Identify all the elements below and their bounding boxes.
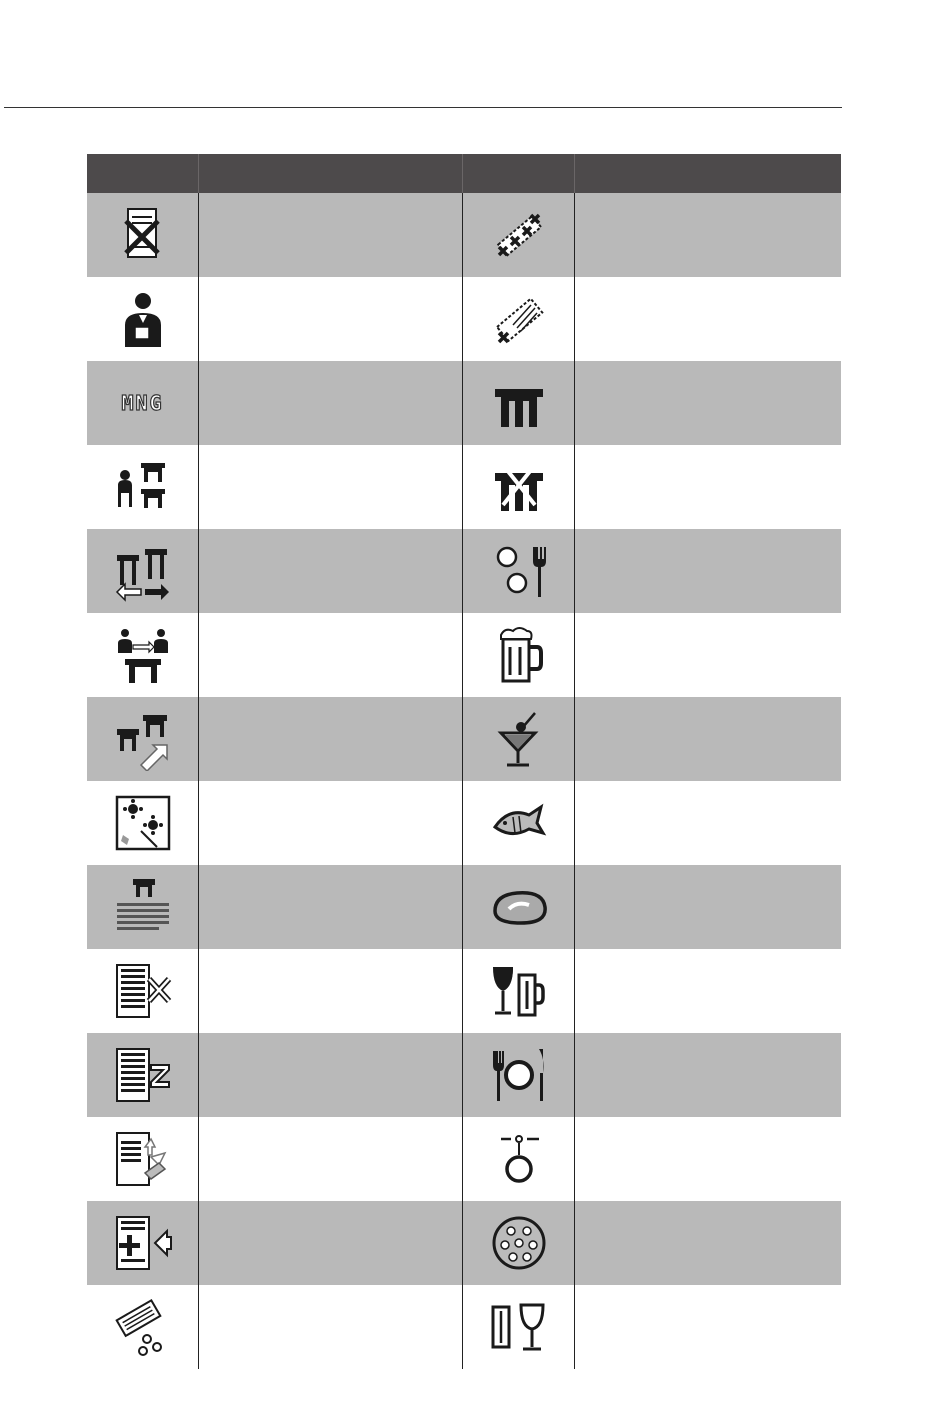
pizza-icon	[487, 1211, 551, 1275]
right-icon-cell	[463, 193, 575, 277]
left-icon-cell	[87, 781, 199, 865]
left-description	[199, 193, 463, 277]
add-to-receipt-icon	[111, 1211, 175, 1275]
table-row	[87, 697, 841, 781]
cancel-ticket-item-icon	[487, 287, 551, 351]
left-icon-cell	[87, 193, 199, 277]
table-row	[87, 1033, 841, 1117]
right-description	[575, 193, 841, 277]
right-description	[575, 1117, 841, 1201]
icon-table	[87, 154, 841, 1369]
right-icon-cell	[463, 949, 575, 1033]
left-description	[199, 1117, 463, 1201]
waiter-icon	[111, 287, 175, 351]
swap-tables-icon	[111, 539, 175, 603]
left-description	[199, 1285, 463, 1369]
right-icon-cell	[463, 697, 575, 781]
right-description	[575, 361, 841, 445]
table-row	[87, 949, 841, 1033]
table-row	[87, 529, 841, 613]
right-icon-cell	[463, 1117, 575, 1201]
transfer-waiter-table-icon	[111, 623, 175, 687]
right-icon-cell	[463, 277, 575, 361]
table-row	[87, 613, 841, 697]
cocktail-icon	[487, 707, 551, 771]
left-icon-cell	[87, 445, 199, 529]
left-description	[199, 529, 463, 613]
right-description	[575, 949, 841, 1033]
waiter-tables-icon	[111, 455, 175, 519]
left-description	[199, 361, 463, 445]
table-row	[87, 193, 841, 277]
table-row	[87, 1117, 841, 1201]
left-icon-cell	[87, 865, 199, 949]
left-description	[199, 1201, 463, 1285]
plate-cutlery-icon	[487, 1043, 551, 1107]
right-icon-cell	[463, 1201, 575, 1285]
table-header	[87, 154, 841, 193]
right-description	[575, 697, 841, 781]
manager-icon: MNG	[121, 391, 164, 415]
table-row	[87, 865, 841, 949]
left-description	[199, 949, 463, 1033]
left-icon-cell	[87, 613, 199, 697]
right-description	[575, 1285, 841, 1369]
table-row	[87, 1201, 841, 1285]
left-icon-cell	[87, 697, 199, 781]
cancel-all-tickets-icon	[487, 203, 551, 267]
right-description	[575, 865, 841, 949]
beer-mug-icon	[487, 623, 551, 687]
floor-plan-icon	[111, 791, 175, 855]
cancel-table-icon	[487, 455, 551, 519]
left-icon-cell	[87, 1117, 199, 1201]
table-row	[87, 781, 841, 865]
right-icon-cell	[463, 1285, 575, 1369]
right-description	[575, 445, 841, 529]
right-description	[575, 529, 841, 613]
left-icon-cell	[87, 361, 199, 445]
table-row	[87, 445, 841, 529]
left-description	[199, 865, 463, 949]
cancel-report-icon	[111, 959, 175, 1023]
header-col-3	[463, 154, 575, 193]
right-icon-cell	[463, 1033, 575, 1117]
right-icon-cell	[463, 361, 575, 445]
table-icon	[487, 371, 551, 435]
table-report-icon	[111, 875, 175, 939]
right-icon-cell	[463, 445, 575, 529]
right-description	[575, 277, 841, 361]
left-description	[199, 277, 463, 361]
move-table-icon	[111, 707, 175, 771]
left-icon-cell	[87, 1033, 199, 1117]
tickets-split-icon	[111, 1295, 175, 1359]
right-icon-cell	[463, 529, 575, 613]
left-icon-cell	[87, 1201, 199, 1285]
header-col-2	[199, 154, 463, 193]
z-report-icon	[111, 1043, 175, 1107]
left-description	[199, 697, 463, 781]
top-rule	[4, 107, 842, 108]
report-edit-icon	[111, 1127, 175, 1191]
cancel-receipt-icon	[111, 203, 175, 267]
left-description	[199, 781, 463, 865]
header-col-1	[87, 154, 199, 193]
header-col-4	[575, 154, 841, 193]
right-icon-cell	[463, 613, 575, 697]
table-row	[87, 277, 841, 361]
drinks-glasses-icon	[487, 1295, 551, 1359]
fish-icon	[487, 791, 551, 855]
steak-icon	[487, 875, 551, 939]
left-description	[199, 445, 463, 529]
dessert-icon	[487, 1127, 551, 1191]
left-icon-cell	[87, 949, 199, 1033]
wine-and-beer-icon	[487, 959, 551, 1023]
side-dish-cutlery-icon	[487, 539, 551, 603]
table-row	[87, 361, 841, 445]
right-description	[575, 1201, 841, 1285]
left-icon-cell	[87, 1285, 199, 1369]
right-description	[575, 1033, 841, 1117]
left-description	[199, 1033, 463, 1117]
table-row	[87, 1285, 841, 1369]
right-description	[575, 781, 841, 865]
left-icon-cell	[87, 277, 199, 361]
right-icon-cell	[463, 781, 575, 865]
left-icon-cell	[87, 529, 199, 613]
right-icon-cell	[463, 865, 575, 949]
right-description	[575, 613, 841, 697]
left-description	[199, 613, 463, 697]
